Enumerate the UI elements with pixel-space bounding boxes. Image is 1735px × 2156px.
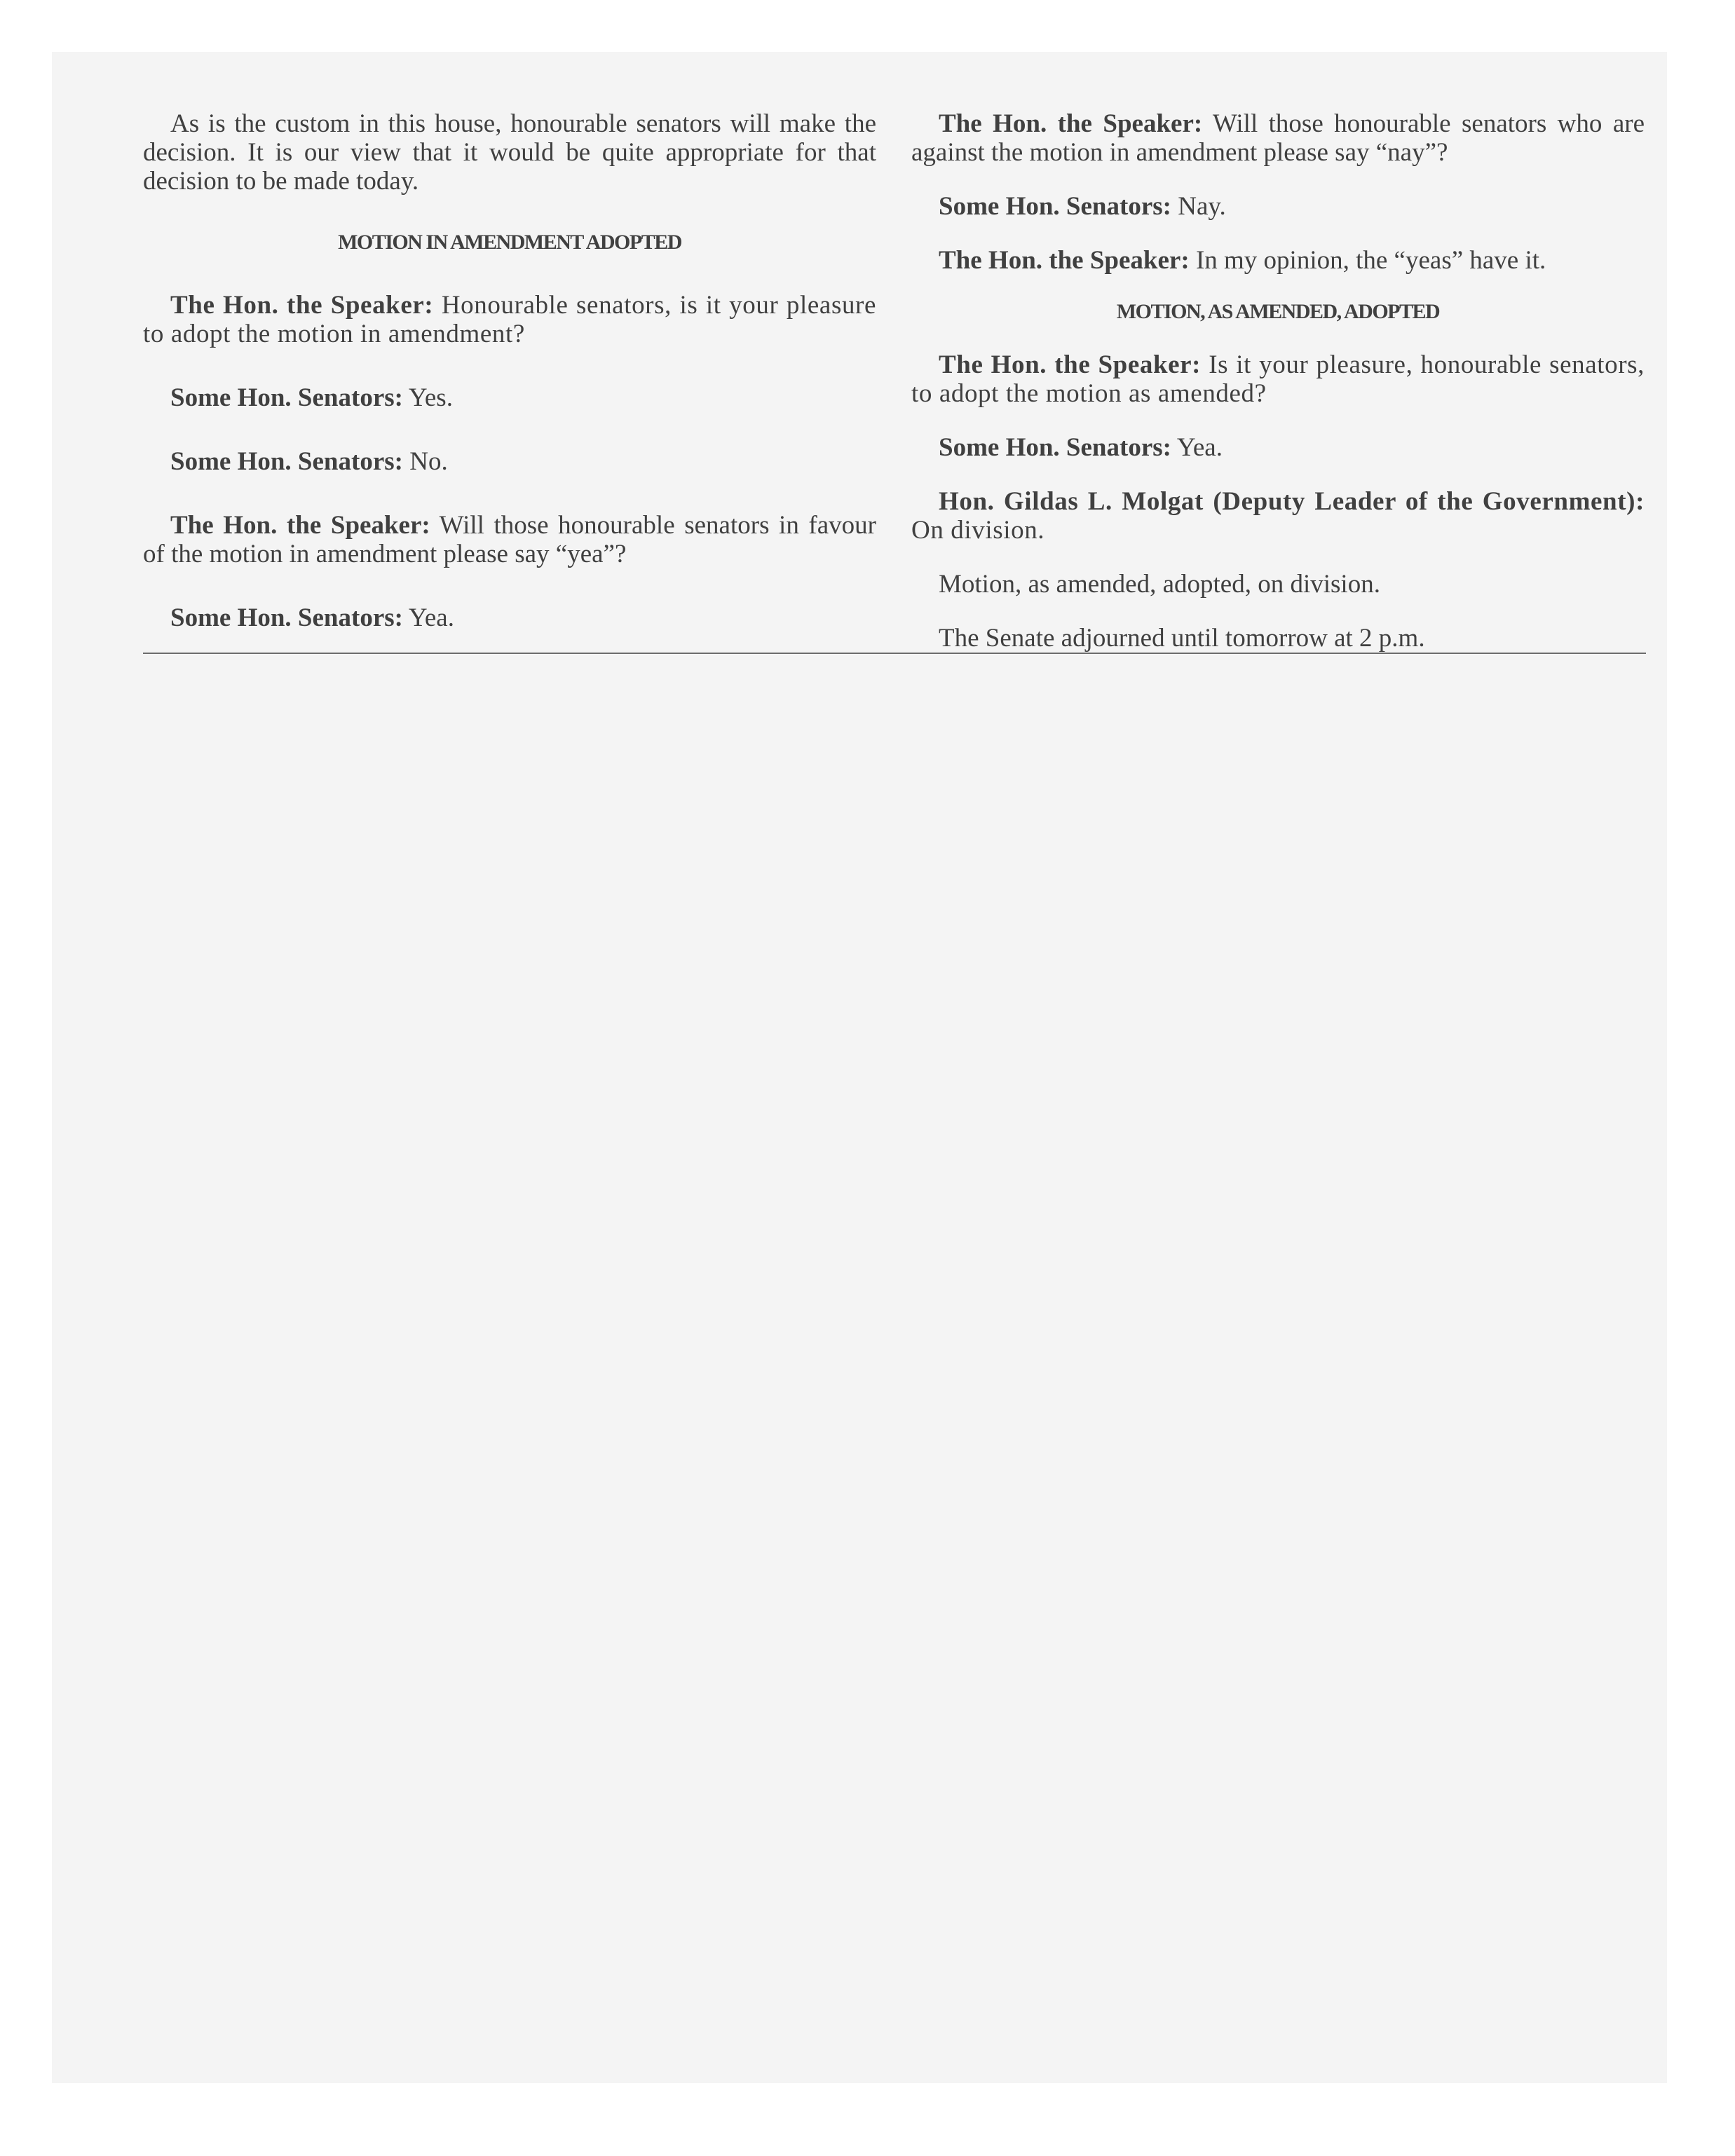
speech-text: Will those honourable senators who are against the motion in amendment please say “nay”? bbox=[911, 109, 1645, 167]
speech-text: Yes. bbox=[402, 383, 453, 412]
senators-yea-paragraph bbox=[911, 433, 1645, 462]
speaker-name: Some Hon. Senators: bbox=[170, 383, 403, 412]
senators-yes-paragraph bbox=[143, 383, 876, 412]
speaker-name: Some Hon. Senators: bbox=[939, 192, 1171, 221]
speech-text: Honourable senators, is it your pleasure to adopt the motion in amendment? bbox=[143, 291, 876, 348]
speaker-question-paragraph bbox=[143, 291, 876, 348]
speech-text: Nay. bbox=[1171, 192, 1226, 221]
speech-text: No. bbox=[402, 447, 448, 476]
page-sheet bbox=[52, 52, 1667, 2083]
senators-no-paragraph bbox=[143, 447, 876, 476]
adjournment-paragraph: The Senate adjourned until tomorrow at 2 p.m. bbox=[939, 624, 1425, 653]
speaker-ruling-paragraph bbox=[911, 246, 1645, 275]
motion-result-paragraph: Motion, as amended, adopted, on division. bbox=[939, 570, 1380, 599]
senators-nay-paragraph bbox=[911, 192, 1645, 221]
speaker-name: Some Hon. Senators: bbox=[170, 447, 403, 476]
speaker-yea-call-paragraph bbox=[143, 511, 876, 568]
right-column bbox=[911, 109, 1645, 678]
section-heading-motion-as-amended-adopted: MOTION, AS AMENDED, ADOPTED bbox=[1116, 300, 1440, 323]
speaker-name: The Hon. the Speaker: bbox=[939, 109, 1203, 138]
speech-text: Is it your pleasure, honourable senators, to adopt the motion as amended? bbox=[911, 350, 1645, 408]
speech-text: Yea. bbox=[402, 603, 454, 632]
deputy-leader-paragraph bbox=[911, 487, 1645, 545]
speaker-name: Some Hon. Senators: bbox=[170, 603, 403, 632]
speaker-name: The Hon. the Speaker: bbox=[939, 246, 1190, 275]
senators-yea-paragraph bbox=[143, 603, 876, 632]
speaker-name: The Hon. the Speaker: bbox=[170, 291, 434, 320]
speaker-nay-call-paragraph bbox=[911, 109, 1645, 167]
intro-paragraph: As is the custom in this house, honourable senators will make the decision. It is our view that it would be quite appropriate for that decision to be made today. bbox=[143, 109, 876, 196]
speaker-adopt-question-paragraph bbox=[911, 350, 1645, 408]
section-heading-motion-in-amendment-adopted: MOTION IN AMENDMENT ADOPTED bbox=[338, 231, 681, 254]
speech-text: Yea. bbox=[1171, 433, 1223, 462]
speech-text: Will those honourable senators in favour of the motion in amendment please say “yea”? bbox=[143, 511, 876, 568]
speaker-name: Some Hon. Senators: bbox=[939, 433, 1171, 462]
horizontal-rule bbox=[143, 653, 1646, 654]
speech-text: On division. bbox=[911, 516, 1045, 545]
left-column bbox=[143, 109, 876, 667]
speech-text: In my opinion, the “yeas” have it. bbox=[1189, 246, 1546, 275]
speaker-name: Hon. Gildas L. Molgat (Deputy Leader of the Government): bbox=[939, 487, 1645, 516]
speaker-name: The Hon. the Speaker: bbox=[939, 350, 1202, 379]
speaker-name: The Hon. the Speaker: bbox=[170, 511, 430, 540]
